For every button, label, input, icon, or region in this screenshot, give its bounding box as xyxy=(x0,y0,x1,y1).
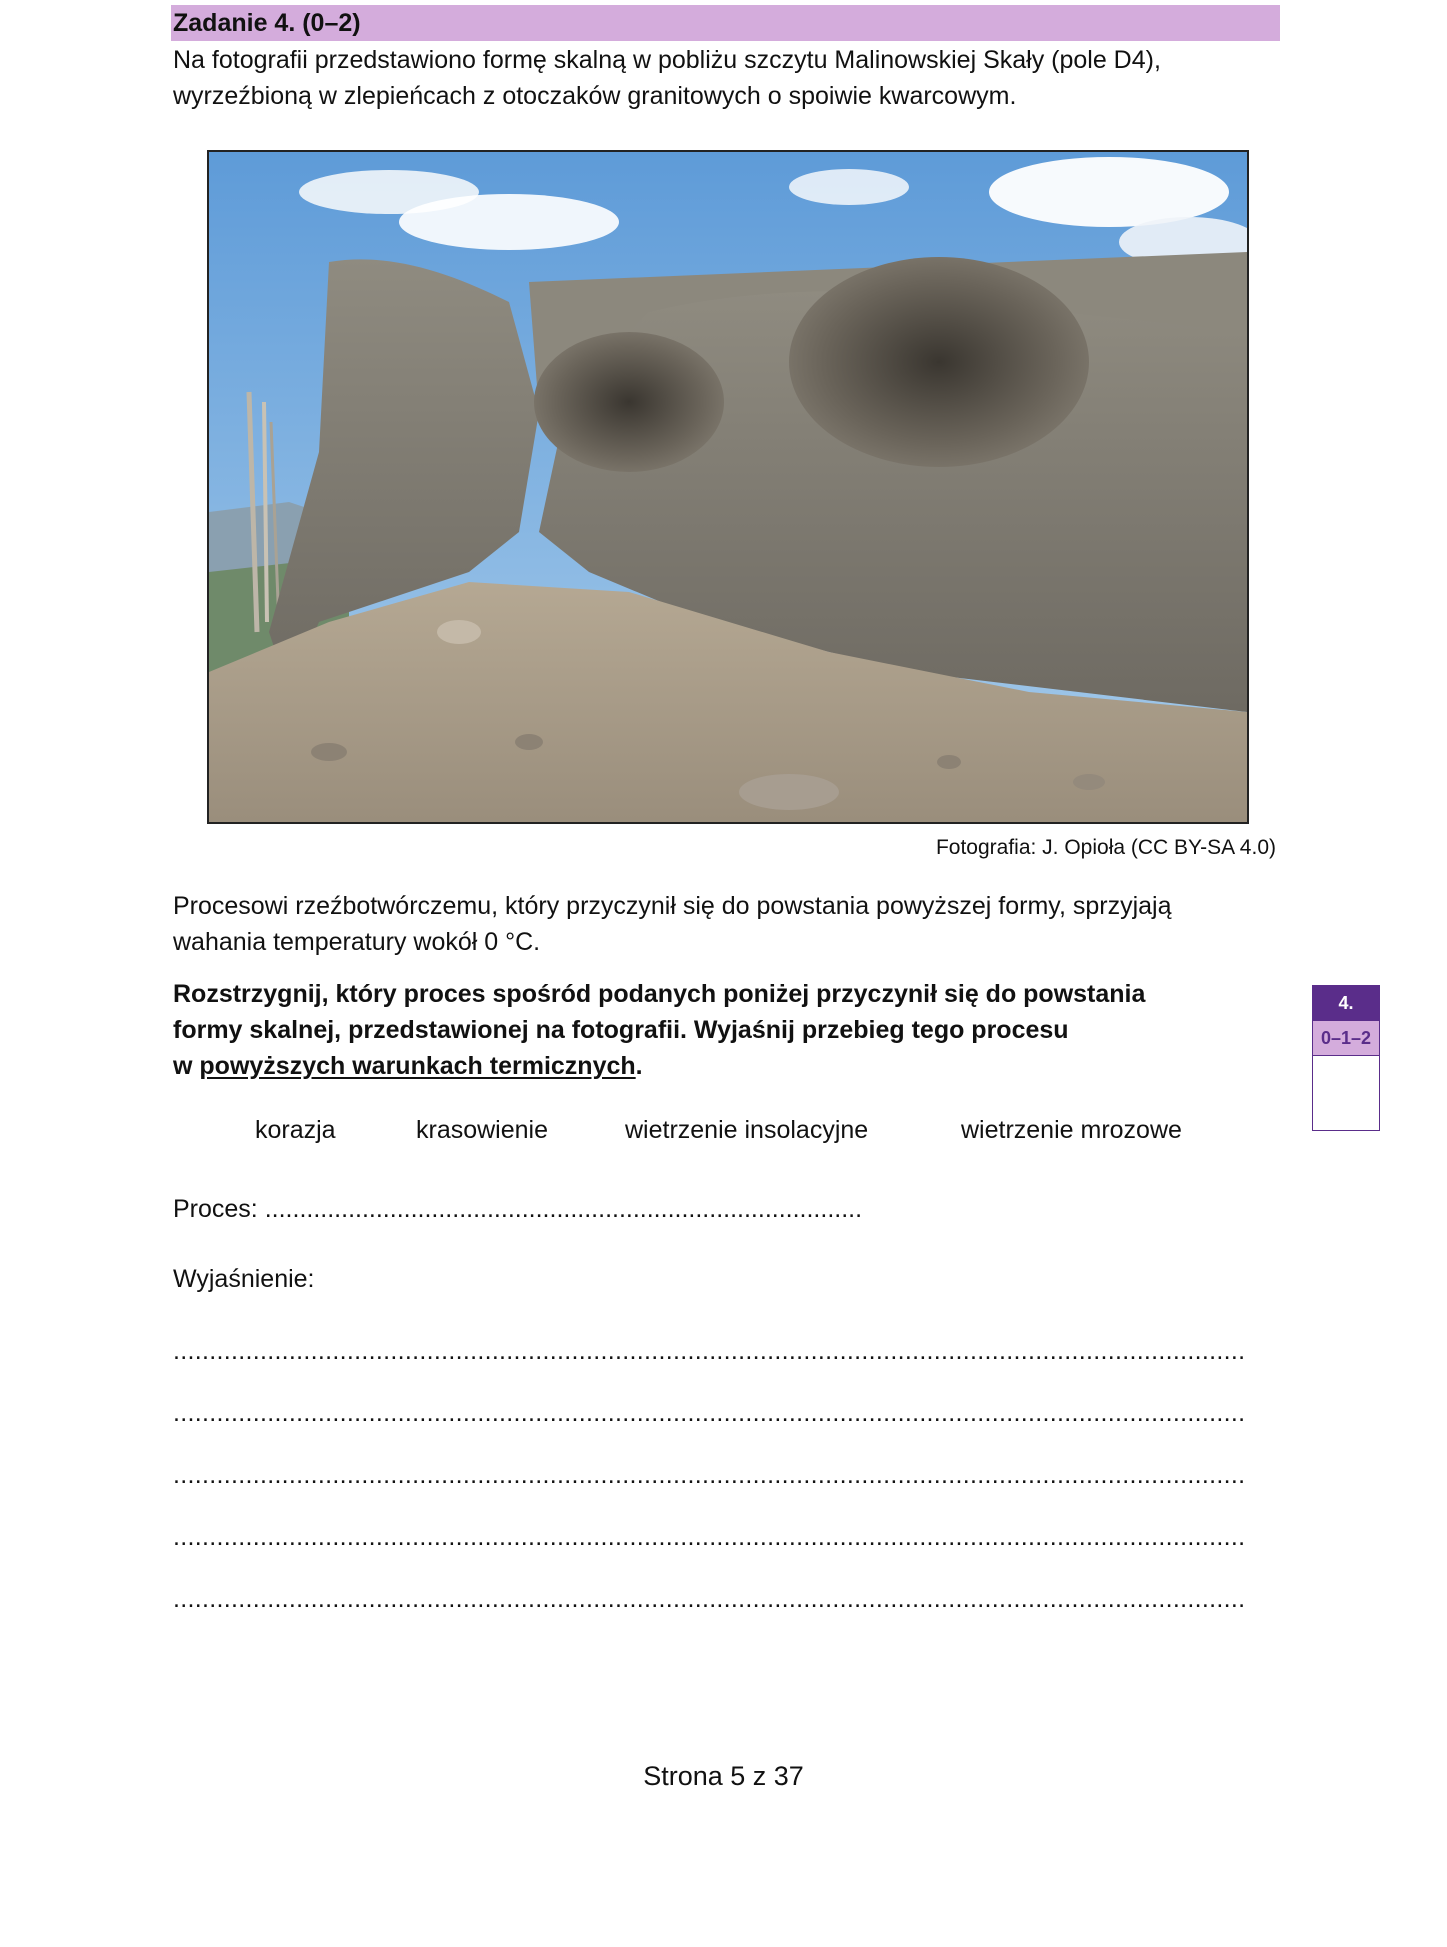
context-line-1: Procesowi rzeźbotwórczemu, który przyczynił się do powstania powyższej formy, sprzyjają xyxy=(173,892,1172,920)
photo-caption: Fotografia: J. Opioła (CC BY-SA 4.0) xyxy=(935,836,1276,859)
intro-line-1: Na fotografii przedstawiono formę skalną w pobliżu szczytu Malinowskiej Skały (pole D4), xyxy=(173,46,1161,74)
context-paragraph xyxy=(173,888,1293,960)
instruction-line-1: Rozstrzygnij, który proces spośród podanych poniżej przyczynił się do powstania xyxy=(173,980,1146,1008)
answer-line-2[interactable]: .................................................................................................................................................... xyxy=(173,1399,1246,1427)
instruction-paragraph xyxy=(173,976,1293,1084)
instruction-suffix: . xyxy=(635,1052,643,1080)
answer-line-1[interactable]: .................................................................................................................................................... xyxy=(173,1337,1246,1365)
score-box xyxy=(1312,985,1380,1131)
instruction-line-3 xyxy=(173,1048,1293,1084)
option-wietrzenie-mrozowe: wietrzenie mrozowe xyxy=(961,1116,1182,1144)
rock-formation-photo xyxy=(207,150,1249,824)
option-wietrzenie-insolacyjne: wietrzenie insolacyjne xyxy=(625,1116,869,1144)
answer-line-3[interactable]: .................................................................................................................................................... xyxy=(173,1461,1246,1489)
answer-line-4[interactable]: .................................................................................................................................................... xyxy=(173,1523,1246,1551)
score-range: 0–1–2 xyxy=(1313,1021,1379,1056)
process-answer-line[interactable] xyxy=(173,1195,862,1224)
page-footer: Strona 5 z 37 xyxy=(643,1761,804,1791)
instruction-prefix: w xyxy=(173,1052,200,1080)
task-title: Zadanie 4. (0–2) xyxy=(173,9,361,37)
intro-line-2: wyrzeźbioną w zlepieńcach z otoczaków granitowych o spoiwie kwarcowym. xyxy=(173,82,1017,110)
score-task-number: 4. xyxy=(1313,986,1379,1021)
option-krasowienie: krasowienie xyxy=(416,1116,549,1144)
process-dots: ...................................................................................... xyxy=(264,1195,863,1223)
rock-photo-illustration xyxy=(209,152,1247,822)
explanation-label: Wyjaśnienie: xyxy=(173,1265,315,1293)
answer-line-5[interactable]: .................................................................................................................................................... xyxy=(173,1585,1246,1613)
instruction-underlined: powyższych warunkach termicznych xyxy=(199,1052,636,1080)
task-intro xyxy=(173,42,1293,114)
score-entry-field[interactable] xyxy=(1313,1056,1379,1128)
context-line-2: wahania temperatury wokół 0 °C. xyxy=(173,928,541,956)
process-label: Proces: xyxy=(173,1195,258,1223)
instruction-line-2: formy skalnej, przedstawionej na fotografii. Wyjaśnij przebieg tego procesu xyxy=(173,1016,1069,1044)
option-korazja: korazja xyxy=(255,1116,336,1144)
